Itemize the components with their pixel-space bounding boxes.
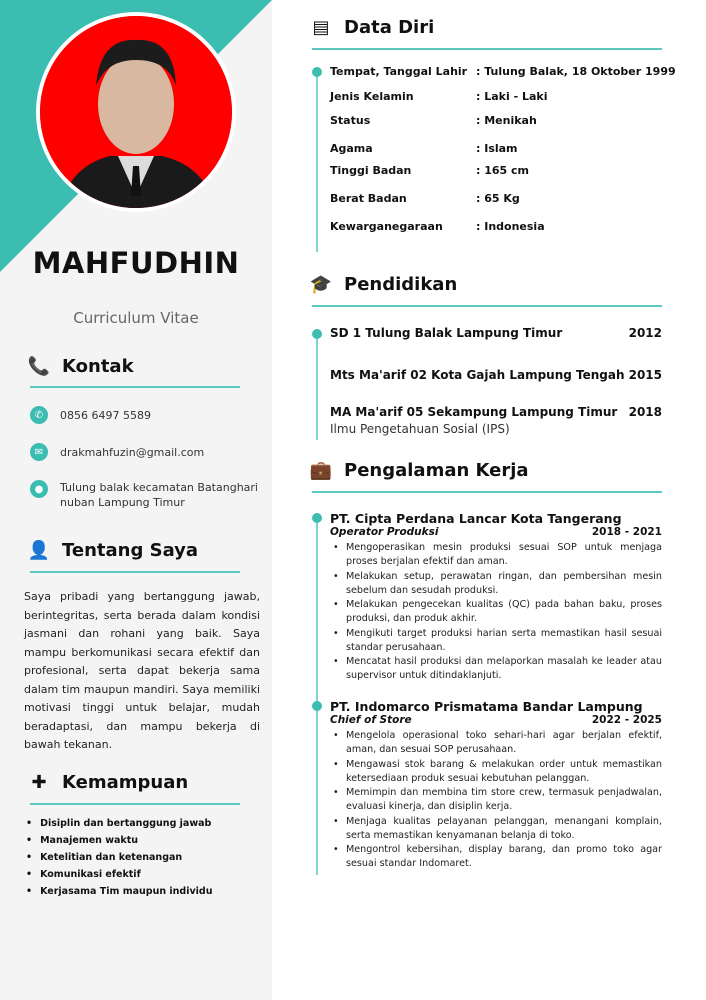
task-item: • Melakukan pengecekan kualitas (QC) pada bahan baku, proses produksi, dan produk akhir.: [330, 598, 662, 626]
school-year: 2015: [628, 368, 662, 382]
location-icon: ●: [30, 480, 48, 498]
company-name: PT. Cipta Perdana Lancar Kota Tangerang: [330, 511, 622, 526]
kemampuan-heading: [30, 772, 188, 793]
data-label: Status: [330, 114, 371, 127]
skill-item: • Disiplin dan bertanggung jawab: [26, 815, 213, 832]
task-item: • Melakukan setup, perawatan ringan, dan pembersihan mesin sebelum dan sesudah produksi.: [330, 570, 662, 598]
data-row: [330, 164, 529, 177]
task-item: • Mengawasi stok barang & melakukan order untuk memastikan ketersediaan produk sesuai kebutuhan pelanggan.: [330, 758, 662, 786]
data-value: : 165 cm: [476, 164, 530, 177]
pengalaman-title: Pengalaman Kerja: [344, 460, 529, 481]
phone-icon: ✆: [30, 406, 48, 424]
data-label: Agama: [330, 142, 373, 155]
company-name: PT. Indomarco Prismatama Bandar Lampung: [330, 699, 643, 714]
timeline-line: [316, 515, 318, 875]
divider: [312, 491, 662, 493]
data-row: [330, 192, 520, 205]
task-item: • Mengontrol kebersihan, display barang, dan promo toko agar sesuai standar Indomaret.: [330, 843, 662, 871]
timeline-dot: [312, 513, 322, 523]
job-role: Chief of Store: [330, 714, 412, 726]
timeline-dot: [312, 329, 322, 339]
contact-text: drakmahfuzin@gmail.com: [60, 445, 205, 459]
tentang-heading: [27, 540, 199, 561]
data-value: : 65 Kg: [476, 192, 520, 205]
contact-phone: [30, 406, 151, 424]
tentang-title: Tentang Saya: [62, 540, 199, 561]
divider: [30, 803, 240, 805]
id-card-icon: ▤: [312, 17, 330, 38]
school-year: 2012: [628, 326, 662, 340]
data-value: : Indonesia: [476, 220, 545, 233]
school-major: Ilmu Pengetahuan Sosial (IPS): [330, 422, 510, 436]
education-item: [330, 326, 662, 340]
school-name: Mts Ma'arif 02 Kota Gajah Lampung Tengah: [330, 368, 625, 382]
kemampuan-title: Kemampuan: [62, 772, 189, 793]
data-row: [330, 114, 537, 127]
about-text: Saya pribadi yang bertanggung jawab, berintegritas, serta berada dalam kondisi jasmani dan rohani yang baik. Saya mampu berkomunikasi secara efektif dan profesional, serta dapat bekerja sama dalam tim maupun mandiri. Saya memiliki motivasi tinggi untuk belajar, mudah beradaptasi, dan mampu bekerja di bawah tekanan.: [24, 590, 260, 751]
data-value: : Islam: [476, 142, 518, 155]
timeline-line: [316, 72, 318, 252]
data-label: Kewarganegaraan: [330, 220, 443, 233]
task-item: • Mengelola operasional toko sehari-hari agar berjalan efektif, aman, dan sesuai SOP perusahaan.: [330, 729, 662, 757]
kontak-title: Kontak: [62, 356, 134, 377]
education-item: [330, 368, 662, 382]
kontak-heading: [27, 356, 134, 377]
puzzle-icon: ✚: [31, 772, 47, 793]
skill-item: • Kerjasama Tim maupun individu: [26, 883, 213, 900]
divider: [312, 305, 662, 307]
task-item: • Mengikuti target produksi harian serta memastikan hasil sesuai standar perusahaan.: [330, 627, 662, 655]
job-period: 2022 - 2025: [591, 714, 662, 726]
pendidikan-title: Pendidikan: [344, 274, 458, 295]
timeline-line: [316, 330, 318, 440]
divider: [30, 571, 240, 573]
timeline-dot: [312, 67, 322, 77]
skill-item: • Manajemen waktu: [26, 832, 213, 849]
data-row: [330, 90, 548, 103]
email-icon: ✉: [30, 443, 48, 461]
job-period: 2018 - 2021: [591, 526, 662, 538]
data-diri-title: Data Diri: [344, 17, 435, 38]
job-role: Operator Produksi: [330, 526, 439, 538]
profile-name: MAHFUDHIN: [32, 246, 240, 280]
divider: [312, 48, 662, 50]
data-row: [330, 142, 518, 155]
data-value: : Menikah: [476, 114, 537, 127]
task-item: • Menjaga kualitas pelayanan pelanggan, menangani komplain, serta memastikan kenyamanan belanja di toko.: [330, 815, 662, 843]
profile-subtitle: Curriculum Vitae: [73, 309, 199, 327]
task-item: • Memimpin dan membina tim store crew, termasuk penjadwalan, evaluasi kinerja, dan disiplin kerja.: [330, 786, 662, 814]
data-diri-heading: [312, 17, 434, 38]
school-name: SD 1 Tulung Balak Lampung Timur: [330, 326, 563, 340]
task-item: • Mencatat hasil produksi dan melaporkan masalah ke leader atau supervisor untuk ditindaklanjuti.: [330, 655, 662, 683]
job-item: [330, 699, 662, 872]
pendidikan-heading: [309, 274, 458, 295]
skill-item: • Komunikasi efektif: [26, 866, 213, 883]
pengalaman-heading: [309, 460, 529, 481]
divider: [30, 386, 240, 388]
school-year: 2018: [628, 405, 662, 419]
timeline-dot: [312, 701, 322, 711]
contact-text: 0856 6497 5589: [60, 408, 151, 422]
data-value: : Laki - Laki: [476, 90, 548, 103]
briefcase-icon: 💼: [309, 460, 333, 481]
contact-text: Tulung balak kecamatan Batanghari nuban Lampung Timur: [60, 481, 258, 509]
graduation-cap-icon: 🎓: [309, 274, 333, 295]
data-label: Tinggi Badan: [330, 164, 412, 177]
contact-email[interactable]: [30, 443, 204, 461]
contact-address: [30, 480, 270, 510]
skills-list: [26, 815, 213, 900]
data-label: Jenis Kelamin: [330, 90, 414, 103]
profile-photo: [36, 12, 236, 212]
education-item: [330, 405, 662, 419]
skill-item: • Ketelitian dan ketenangan: [26, 849, 213, 866]
data-row: [330, 65, 676, 78]
school-name: MA Ma'arif 05 Sekampung Lampung Timur: [330, 405, 618, 419]
data-value: : Tulung Balak, 18 Oktober 1999: [476, 65, 676, 78]
data-label: Berat Badan: [330, 192, 407, 205]
data-row: [330, 220, 545, 233]
data-label: Tempat, Tanggal Lahir: [330, 65, 468, 78]
user-icon: 👤: [27, 540, 51, 561]
task-item: • Mengoperasikan mesin produksi sesuai SOP untuk menjaga proses berjalan efektif dan aman.: [330, 541, 662, 569]
job-item: [330, 511, 662, 684]
phone-icon: 📞: [27, 356, 51, 377]
